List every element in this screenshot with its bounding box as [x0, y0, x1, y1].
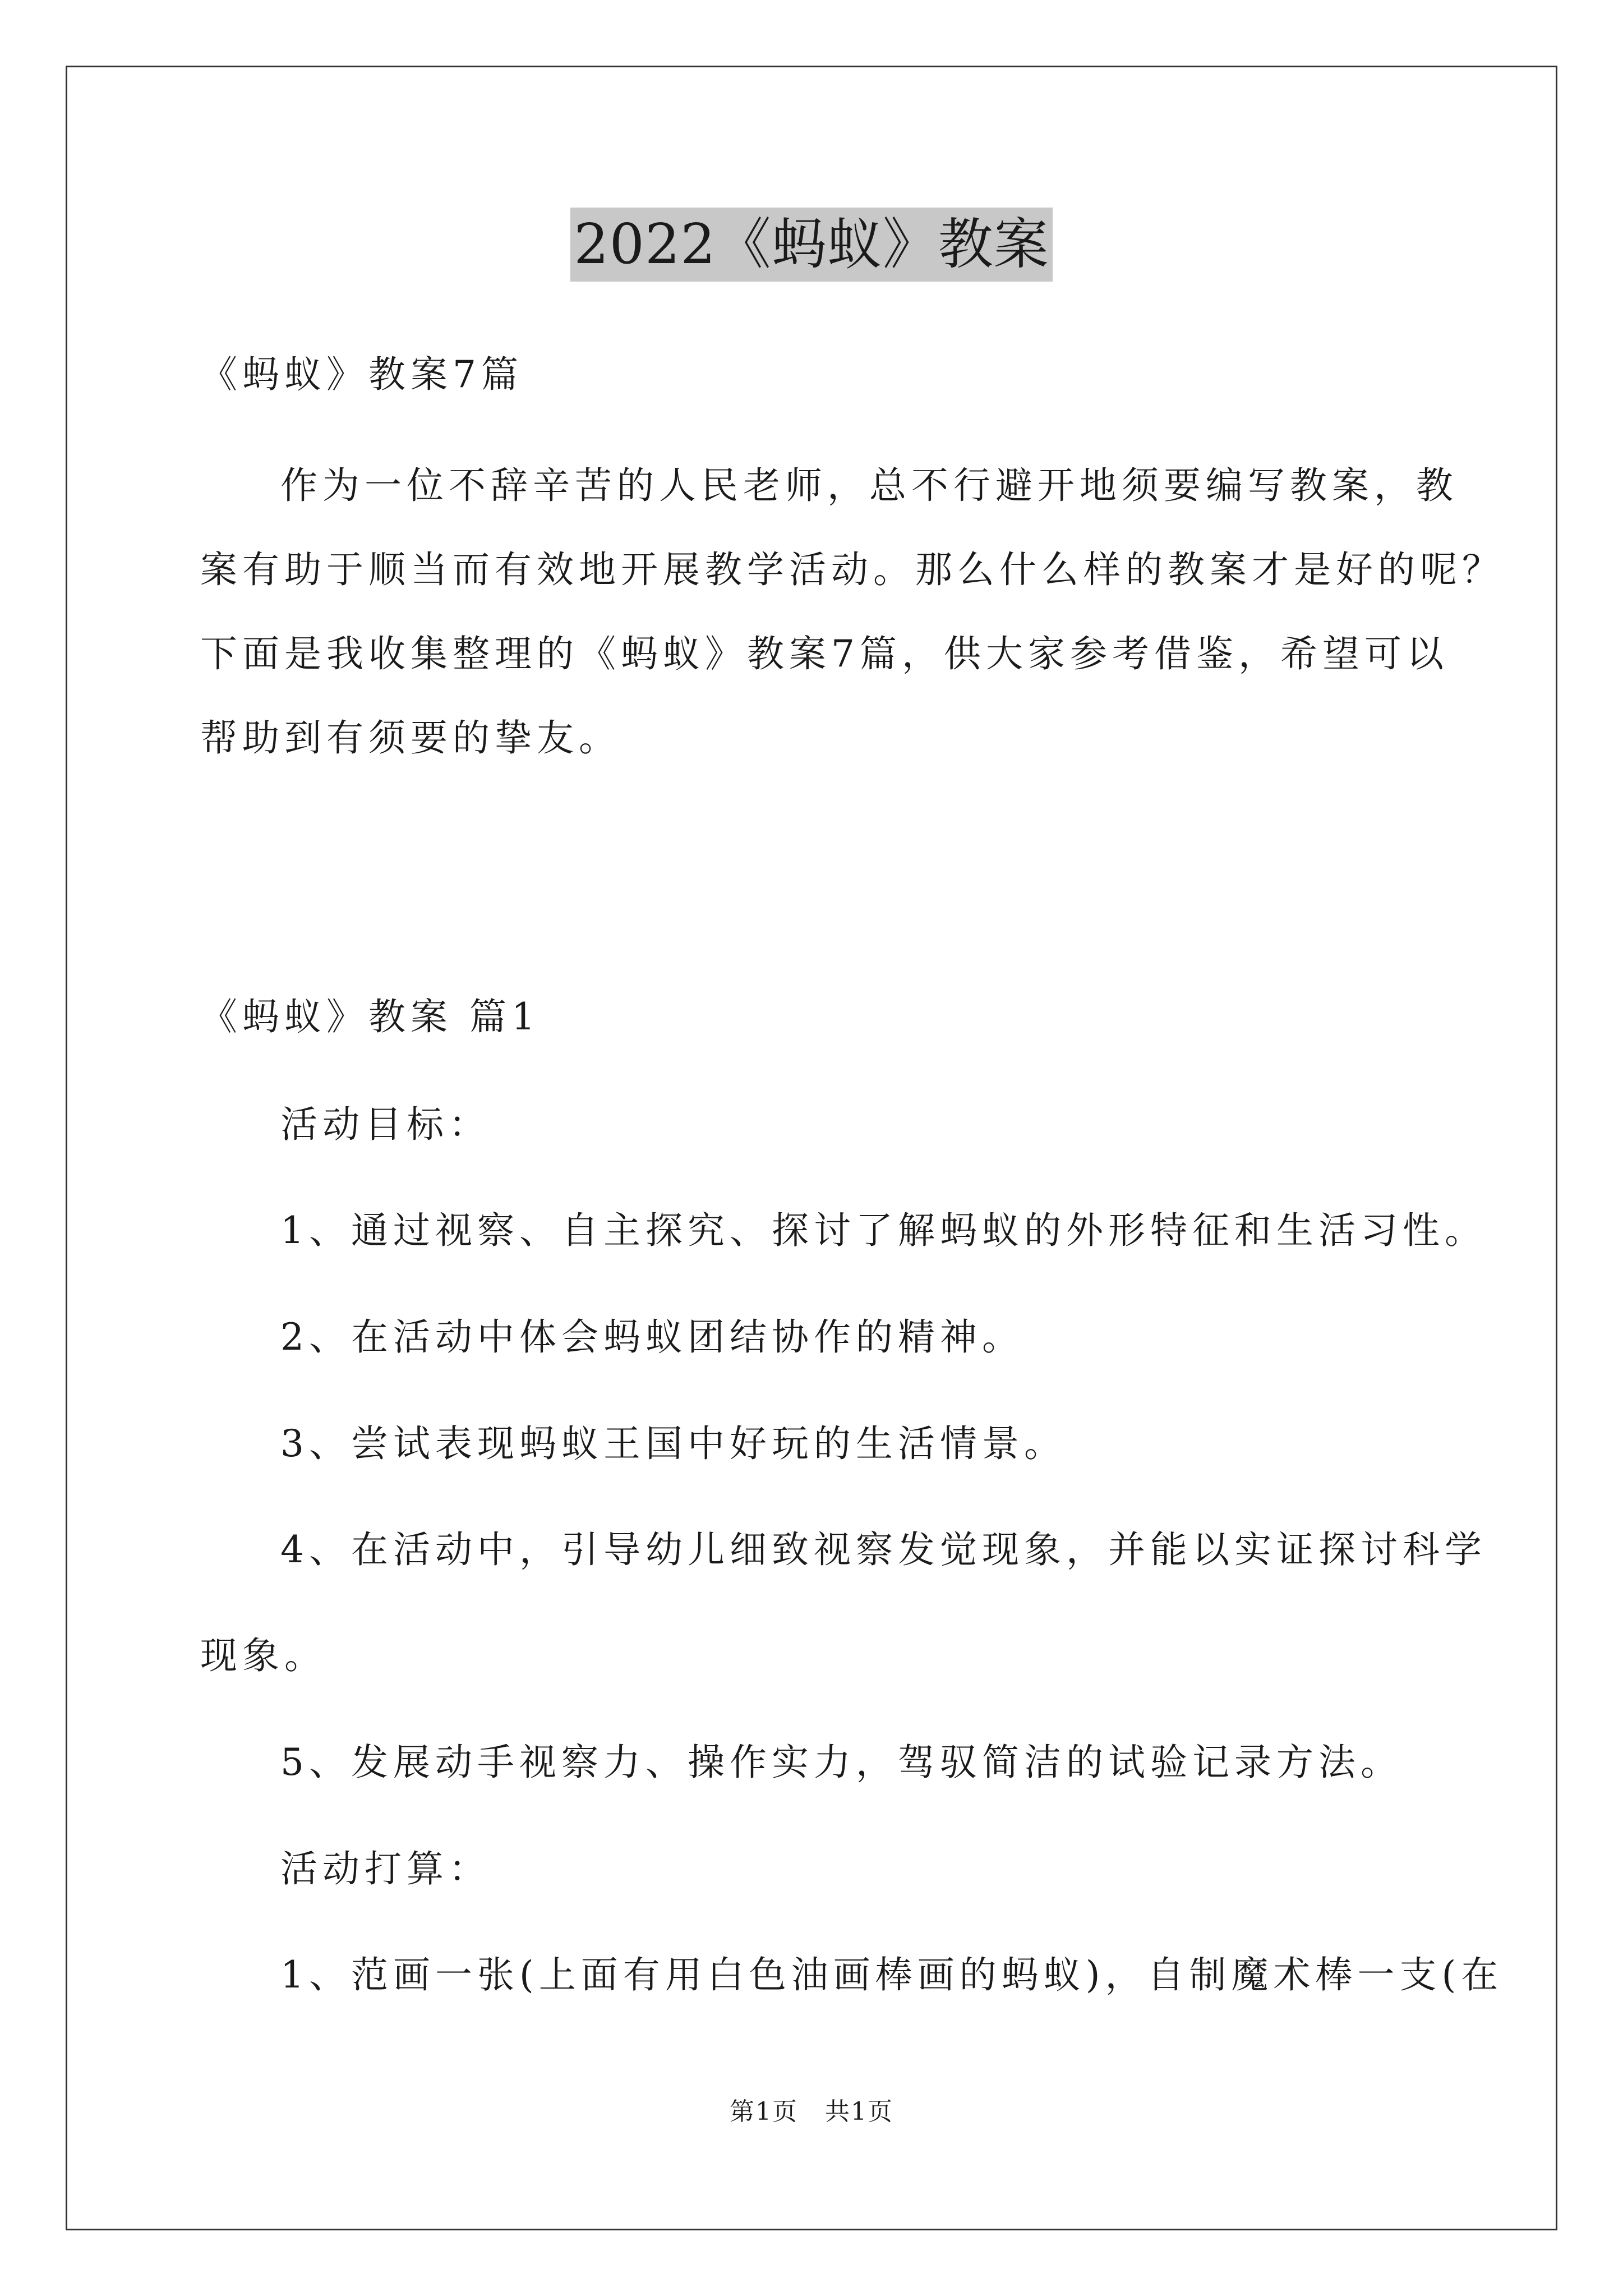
section-heading: 《蚂蚁》教案 篇1: [200, 995, 540, 1038]
goal-item-3: 3、尝试表现蚂蚁王国中好玩的生活情景。: [280, 1422, 1066, 1465]
goal-item-1: 1、通过视察、自主探究、探讨了解蚂蚁的外形特征和生活习性。: [280, 1209, 1487, 1252]
document-title: 2022《蚂蚁》教案: [570, 208, 1052, 282]
page-footer: [0, 2096, 1623, 2128]
intro-line-3: 下面是我收集整理的《蚂蚁》教案7篇，供大家参考借鉴，希望可以: [200, 632, 1449, 675]
document-subtitle: 《蚂蚁》教案7篇: [200, 353, 523, 396]
intro-line-1: 作为一位不辞辛苦的人民老师，总不行避开地须要编写教案，教: [280, 464, 1458, 507]
goal-item-5: 5、发展动手视察力、操作实力，驾驭简洁的试验记录方法。: [280, 1741, 1403, 1784]
prep-label: 活动打算：: [280, 1847, 491, 1890]
goal-item-2: 2、在活动中体会蚂蚁团结协作的精神。: [280, 1315, 1024, 1359]
intro-line-2: 案有助于顺当而有效地开展教学活动。那么什么样的教案才是好的呢？: [200, 548, 1504, 591]
goal-item-4-continued: 现象。: [200, 1634, 326, 1677]
goals-label: 活动目标：: [280, 1103, 491, 1146]
intro-line-4: 帮助到有须要的挚友。: [200, 716, 621, 760]
page-number: 第1页: [730, 2097, 798, 2126]
page-total: 共1页: [825, 2097, 893, 2126]
goal-item-4: 4、在活动中，引导幼儿细致视察发觉现象，并能以实证探讨科学: [280, 1528, 1487, 1571]
title-container: [0, 208, 1623, 282]
prep-item-1: 1、范画一张(上面有用白色油画棒画的蚂蚁)，自制魔术棒一支(在: [280, 1953, 1504, 1996]
